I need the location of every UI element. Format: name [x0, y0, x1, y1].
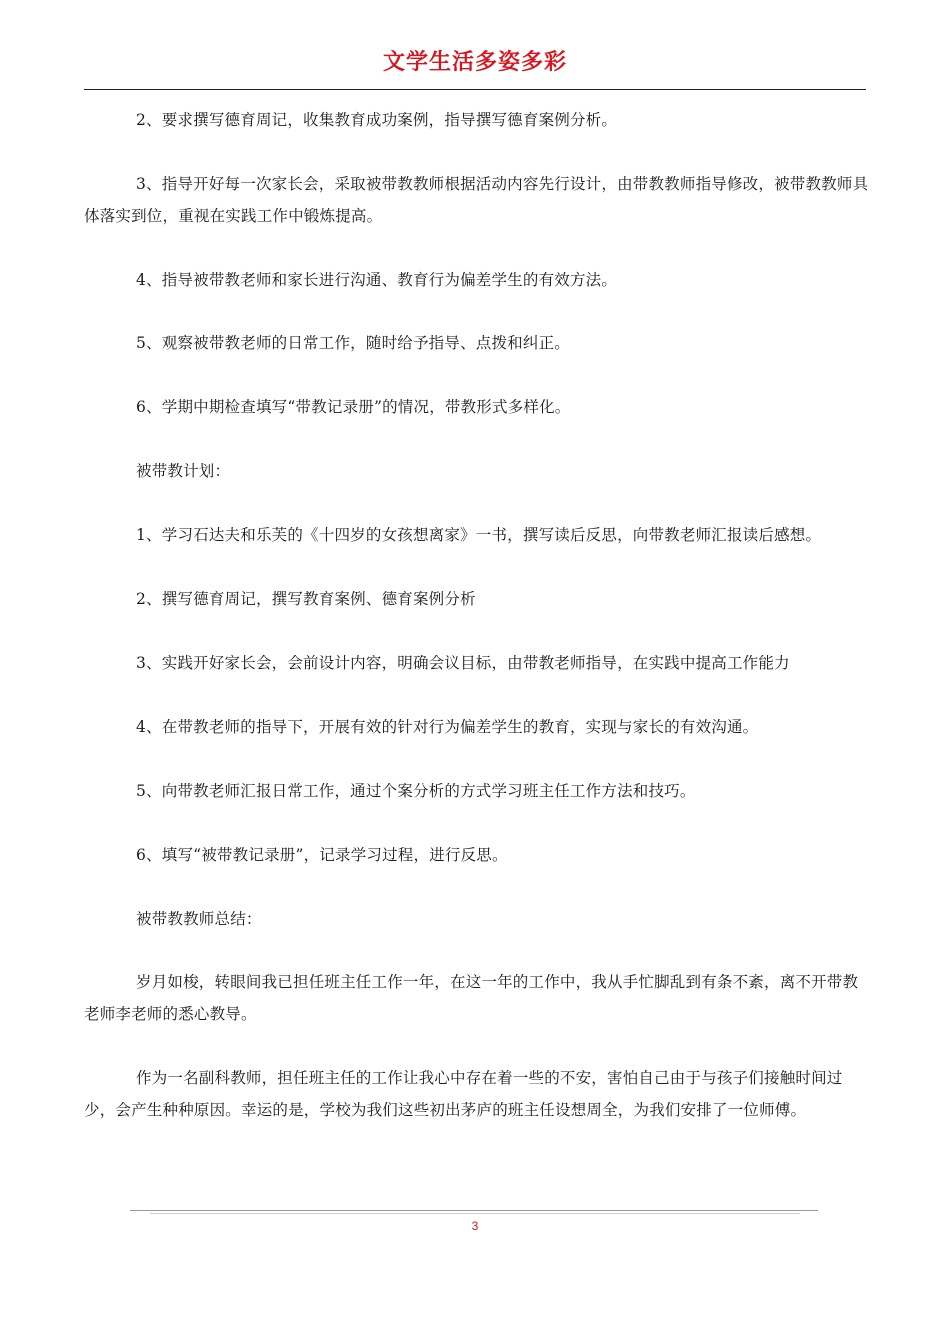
- paragraph: 3、指导开好每一次家长会，采取被带教教师根据活动内容先行设计，由带教教师指导修改，被带教教师具体落实到位，重视在实践工作中锻炼提高。: [84, 175, 869, 225]
- paragraph: 4、在带教老师的指导下，开展有效的针对行为偏差学生的教育，实现与家长的有效沟通。: [136, 718, 759, 736]
- paragraph: 6、学期中期检查填写“带教记录册”的情况，带教形式多样化。: [136, 398, 571, 416]
- paragraph: 4、指导被带教老师和家长进行沟通、教育行为偏差学生的有效方法。: [136, 271, 618, 289]
- paragraph: 1、学习石达夫和乐芙的《十四岁的女孩想离家》一书，撰写读后反思，向带教老师汇报读后感想。: [136, 526, 822, 544]
- paragraph: 2、撰写德育周记，撰写教育案例、德育案例分析: [136, 590, 476, 608]
- paragraph: 5、观察被带教老师的日常工作，随时给予指导、点拨和纠正。: [136, 334, 570, 352]
- paragraph: 6、填写“被带教记录册”，记录学习过程，进行反思。: [136, 846, 508, 864]
- paragraph: 岁月如梭，转眼间我已担任班主任工作一年，在这一年的工作中，我从手忙脚乱到有条不紊，离不开带教老师李老师的悉心教导。: [84, 973, 859, 1023]
- document-title: 文学生活多姿多彩: [382, 50, 567, 75]
- footer-divider-secondary: [150, 1213, 800, 1214]
- paragraph: 2、要求撰写德育周记，收集教育成功案例，指导撰写德育案例分析。: [136, 111, 618, 129]
- footer-divider: [130, 1210, 818, 1211]
- page-number: 3: [471, 1219, 479, 1233]
- section-heading: 被带教教师总结：: [136, 910, 262, 928]
- page-footer: [0, 1200, 950, 1240]
- section-heading: 被带教计划：: [136, 462, 231, 480]
- paragraph: 3、实践开好家长会，会前设计内容，明确会议目标，由带教老师指导，在实践中提高工作能力: [136, 654, 790, 672]
- paragraph: 作为一名副科教师，担任班主任的工作让我心中存在着一些的不安，害怕自己由于与孩子们接触时间过少，会产生种种原因。幸运的是，学校为我们这些初出茅庐的班主任设想周全，为我们安排了一位师傅。: [84, 1069, 843, 1119]
- header-divider: [84, 89, 866, 90]
- paragraph: 5、向带教老师汇报日常工作，通过个案分析的方式学习班主任工作方法和技巧。: [136, 782, 696, 800]
- page-header: [0, 0, 950, 92]
